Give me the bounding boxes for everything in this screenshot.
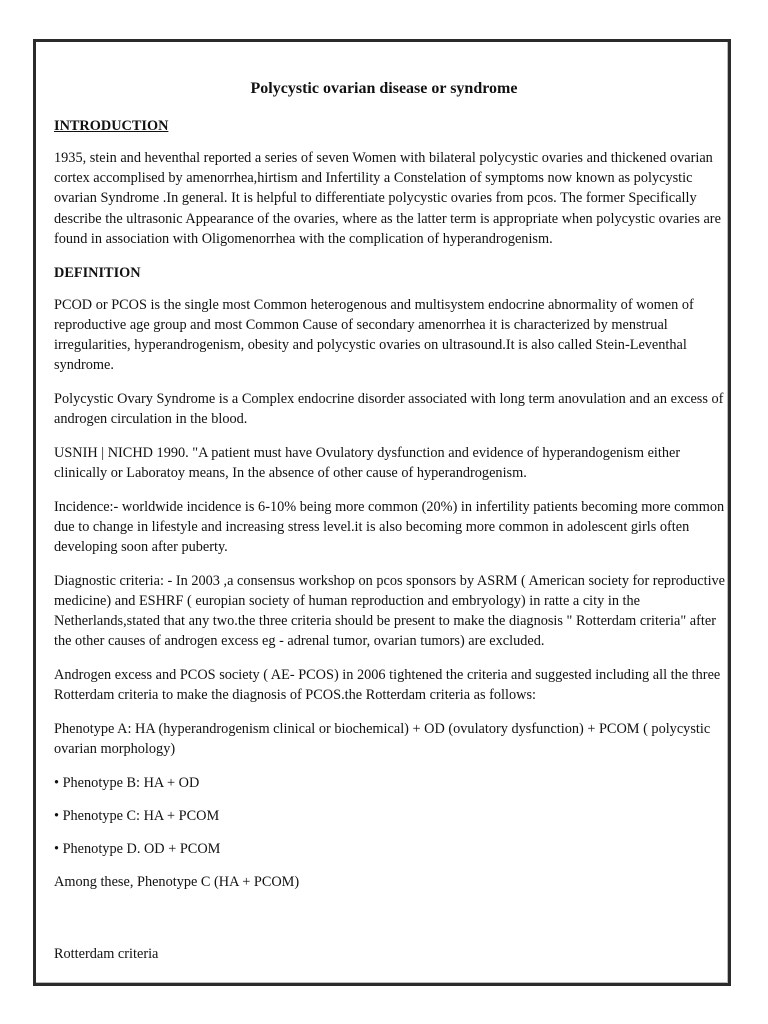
definition-heading: DEFINITION <box>54 264 141 281</box>
introduction-paragraph: 1935, stein and heventhal reported a series of seven Women with bilateral polycystic ovaries and thickened ovarian cortex accomplised by amenorrhea,hirtism and Infertility a Constelation of symptoms now known as polycystic ovarian Syndrome .In general. It is helpful to differentiate polycystic ovaries from pcos. The former Specifically describe the ultrasonic Appearance of the ovaries, where as the latter term is appropriate when polycystic ovaries are found in association with Oligomenorrhea with the complication of hyperandrogenism. <box>54 150 721 247</box>
definition-paragraph-pcod: PCOD or PCOS is the single most Common heterogenous and multisystem endocrine abnormality of women of reproductive age group and most Common Cause of secondary amenorrhea it is characterized by menstrual irregularities, hyperandrogenism, obesity and polycystic ovaries on ultrasound.It is also called Stein-Leventhal syndrome. <box>54 296 694 374</box>
definition-paragraph-nih-criteria: USNIH | NICHD 1990. "A patient must have Ovulatory dysfunction and evidence of hyperandogenism either clinically or Laboratoy means, In the absence of other cause of hyperandrogenism. <box>54 444 681 481</box>
phenotype-b-item: • Phenotype B: HA + OD <box>54 774 200 791</box>
phenotype-d-item: • Phenotype D. OD + PCOM <box>54 841 221 858</box>
introduction-heading: INTRODUCTION <box>54 118 169 134</box>
phenotype-c-item: • Phenotype C: HA + PCOM <box>54 808 220 825</box>
diagnostic-criteria-paragraph: Diagnostic criteria: - In 2003 ,a consensus workshop on pcos sponsors by ASRM ( American society for reproductive medicine) and ESHRF ( europian society of human reproduction and embryology) in ratte a city in the Netherlands,stated that any two.the three criteria should be present to make the diagnosis " Rotterdam criteria" after the other causes of androgen excess eg - adrenal tumor, ovarian tumors) are excluded. <box>54 572 726 650</box>
document-title: Polycystic ovarian disease or syndrome <box>250 80 518 97</box>
phenotype-summary: Among these, Phenotype C (HA + PCOM) <box>54 874 300 891</box>
incidence-paragraph: Incidence:- worldwide incidence is 6-10% being more common (20%) in infertility patients becoming more common due to change in lifestyle and increasing stress level.it is also becoming more common in adolescent girls often developing soon after puberty. <box>54 498 725 556</box>
document-body <box>54 116 734 906</box>
rotterdam-criteria-label: Rotterdam criteria <box>54 946 159 962</box>
ae-pcos-paragraph: Androgen excess and PCOS society ( AE- PCOS) in 2006 tightened the criteria and suggested including all the three Rotterdam criteria to make the diagnosis of PCOS.the Rotterdam criteria as follows: <box>54 667 721 704</box>
phenotype-a-item: Phenotype A: HA (hyperandrogenism clinical or biochemical) + OD (ovulatory dysfunction) + PCOM ( polycystic ovarian morphology) <box>54 720 711 758</box>
definition-paragraph-complex-disorder: Polycystic Ovary Syndrome is a Complex endocrine disorder associated with long term anovulation and an excess of androgen circulation in the blood. <box>54 390 724 428</box>
